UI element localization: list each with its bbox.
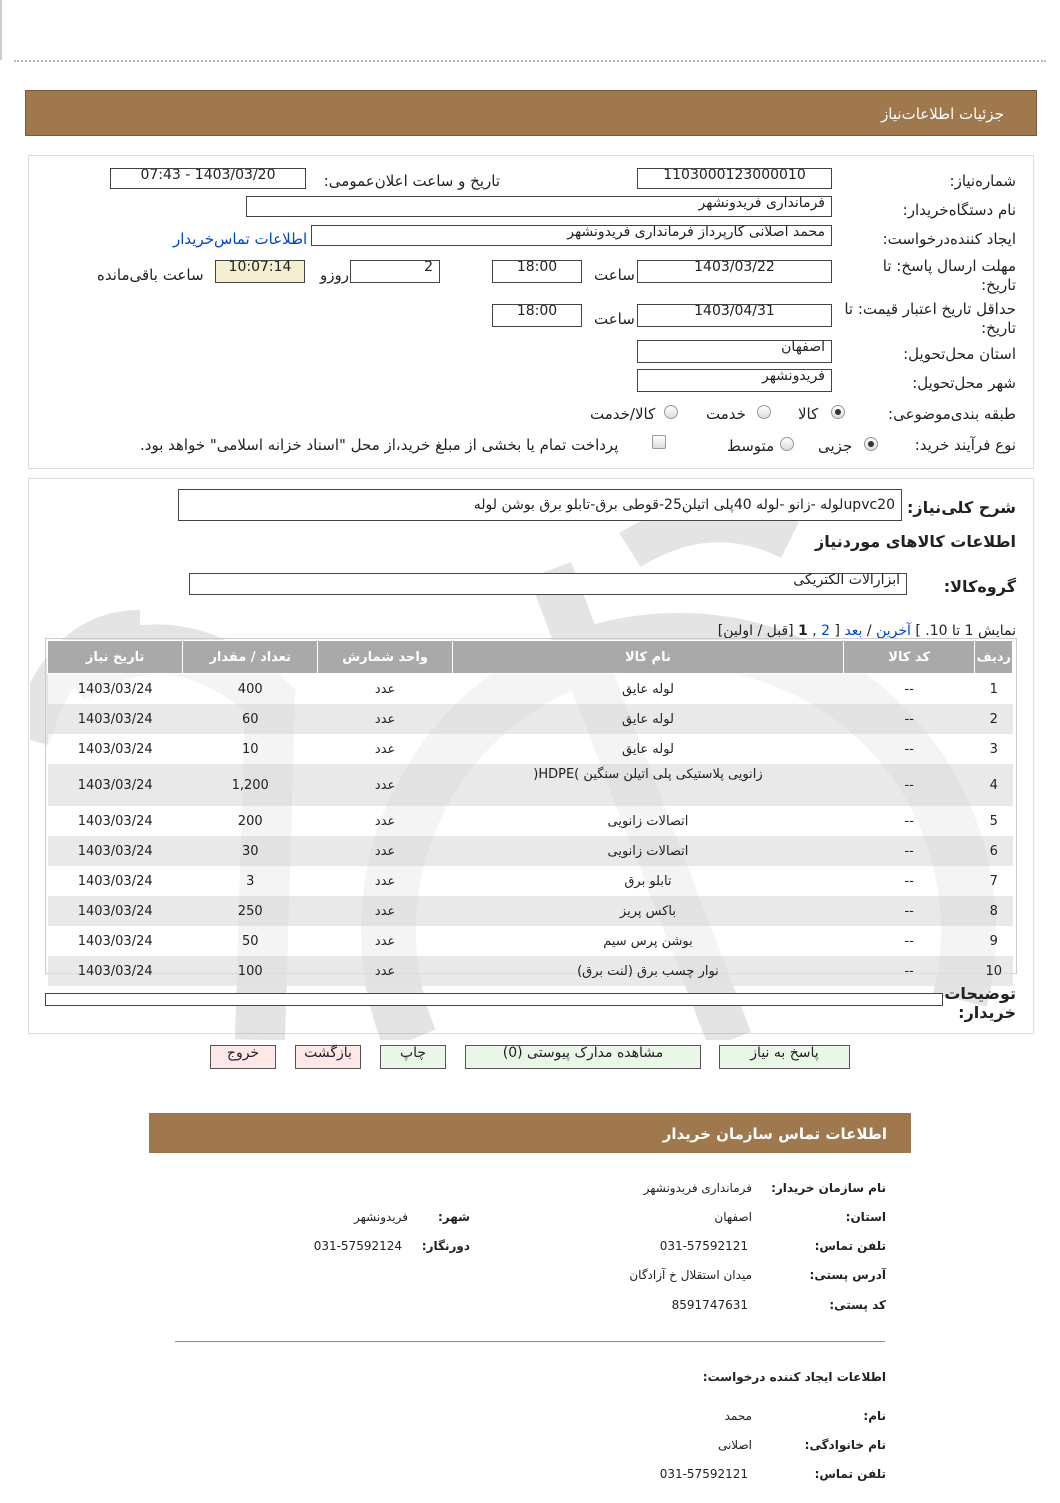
- days-field: 2: [350, 260, 440, 283]
- item-date: 1403/03/24: [48, 896, 183, 926]
- table-row: [48, 764, 1013, 806]
- treasury-payment-checkbox[interactable]: [652, 435, 666, 449]
- process-partial-radio[interactable]: [864, 437, 878, 451]
- item-name: تابلو برق: [453, 866, 844, 896]
- buyer-label: نام دستگاه‌خریدار:: [902, 201, 1016, 219]
- item-date: 1403/03/24: [48, 806, 183, 836]
- item-date: 1403/03/24: [48, 764, 183, 806]
- page-prev-first: [قبل / اولین]: [717, 623, 794, 639]
- announce-field: 1403/03/20 - 07:43: [110, 168, 306, 189]
- table-row: [48, 674, 1013, 705]
- col-unit: واحد شمارش: [318, 641, 453, 674]
- category-label: طبقه بندی‌موضوعی:: [888, 405, 1016, 423]
- table-row: [48, 956, 1013, 986]
- buyer-notes-field: [45, 993, 943, 1006]
- item-name: لوله عایق: [453, 674, 844, 705]
- row-number: 10: [975, 956, 1013, 986]
- contact-province-label: استان:: [845, 1210, 886, 1224]
- contact-city-value: فریدونشهر: [354, 1210, 408, 1224]
- col-qty: تعداد / مقدار: [183, 641, 318, 674]
- item-date: 1403/03/24: [48, 704, 183, 734]
- item-qty: 250: [183, 896, 318, 926]
- page-1-current: 1: [798, 623, 808, 639]
- item-name: باکس پریز: [453, 896, 844, 926]
- creator-name-label: نام:: [863, 1409, 886, 1423]
- col-code: کد کالا: [843, 641, 975, 674]
- creator-family-label: نام خانوادگی:: [804, 1438, 886, 1452]
- row-number: 1: [975, 674, 1013, 705]
- category-goods-radio[interactable]: [831, 405, 845, 419]
- contact-postal-label: کد پستی:: [829, 1298, 886, 1312]
- contact-address-value: میدان استقلال خ آزادگان: [629, 1268, 752, 1282]
- org-value: فرمانداری فریدونشهر: [643, 1181, 752, 1195]
- item-unit: عدد: [318, 926, 453, 956]
- table-row: [48, 734, 1013, 764]
- item-code: --: [843, 926, 975, 956]
- contact-fax-value: 031-57592124: [313, 1239, 402, 1253]
- contact-title: اطلاعات تماس سازمان خریدار: [662, 1125, 887, 1143]
- item-qty: 1,200: [183, 764, 318, 806]
- province-label: استان محل‌تحویل:: [903, 345, 1016, 363]
- item-code: --: [843, 674, 975, 705]
- goods-table-header: [48, 641, 1013, 674]
- row-number: 4: [975, 764, 1013, 806]
- col-name: نام کالا: [453, 641, 844, 674]
- contact-postal-value: 8591747631: [671, 1298, 748, 1312]
- item-date: 1403/03/24: [48, 836, 183, 866]
- item-qty: 50: [183, 926, 318, 956]
- item-qty: 3: [183, 866, 318, 896]
- row-number: 2: [975, 704, 1013, 734]
- contact-city-label: شهر:: [438, 1210, 470, 1224]
- item-code: --: [843, 806, 975, 836]
- process-partial-label: جزیی: [818, 437, 853, 455]
- goods-table: [47, 640, 1013, 986]
- row-number: 5: [975, 806, 1013, 836]
- item-name: لوله عایق: [453, 704, 844, 734]
- deadline-time-field: 18:00: [492, 260, 582, 283]
- item-name: لوله عایق: [453, 734, 844, 764]
- col-row: ردیف: [975, 641, 1013, 674]
- contact-fax-label: دورنگار:: [421, 1239, 470, 1253]
- contact-phone-label: تلفن تماس:: [814, 1239, 886, 1253]
- process-medium-radio[interactable]: [780, 437, 794, 451]
- buyer-contact-link[interactable]: اطلاعات تماس‌خریدار: [173, 230, 308, 248]
- category-both-radio[interactable]: [664, 405, 678, 419]
- creator-phone-label: تلفن تماس:: [814, 1467, 886, 1481]
- pagination-summary: نمایش 1 تا 10.: [925, 623, 1016, 639]
- remaining-time-field: 10:07:14: [215, 260, 305, 283]
- item-unit: عدد: [318, 806, 453, 836]
- item-name: بوشن پرس سیم: [453, 926, 844, 956]
- item-unit: عدد: [318, 734, 453, 764]
- need-number-label: شماره‌نیاز:: [949, 172, 1016, 190]
- item-name: اتصالات زانویی: [453, 836, 844, 866]
- item-code: --: [843, 896, 975, 926]
- validity-time-field: 18:00: [492, 304, 582, 327]
- row-number: 6: [975, 836, 1013, 866]
- item-unit: عدد: [318, 764, 453, 806]
- creator-family-value: اصلانی: [717, 1438, 752, 1452]
- contact-address-label: آدرس پستی:: [809, 1268, 886, 1282]
- section-title: جزئیات اطلاعات‌نیاز: [881, 105, 1004, 123]
- page-2-link[interactable]: 2: [821, 623, 831, 639]
- item-date: 1403/03/24: [48, 734, 183, 764]
- deadline-date-field: 1403/03/22: [637, 260, 832, 283]
- category-both-label: کالا/خدمت: [590, 405, 656, 423]
- item-code: --: [843, 704, 975, 734]
- deadline-time-label: ساعت: [594, 266, 635, 284]
- creator-phone-value: 031-57592121: [659, 1467, 748, 1481]
- item-name: اتصالات زانویی: [453, 806, 844, 836]
- item-date: 1403/03/24: [48, 926, 183, 956]
- summary-field: upvc20لوله -زانو -لوله 40پلی اتیلن25-قوطی برق-تابلو برق بوشن لوله: [178, 489, 902, 521]
- remaining-label: ساعت باقی‌مانده: [97, 266, 204, 284]
- goods-group-label: گروه‌کالا:: [943, 577, 1016, 596]
- announce-label: تاریخ و ساعت اعلان‌عمومی:: [323, 172, 500, 190]
- item-unit: عدد: [318, 866, 453, 896]
- exit-button[interactable]: خروج: [210, 1045, 276, 1069]
- city-label: شهر محل‌تحویل:: [912, 374, 1016, 392]
- item-qty: 30: [183, 836, 318, 866]
- page-edge-line: [0, 0, 2, 60]
- row-number: 3: [975, 734, 1013, 764]
- contact-phone-value: 031-57592121: [659, 1239, 748, 1253]
- item-qty: 400: [183, 674, 318, 705]
- goods-section-title: اطلاعات کالاهای موردنیاز: [815, 532, 1016, 551]
- deadline-label: مهلت ارسال پاسخ: تا تاریخ:: [882, 257, 1016, 294]
- attachments-button[interactable]: مشاهده مدارک پیوستی (0): [465, 1045, 701, 1069]
- section-header-bar: [25, 90, 1037, 136]
- days-label: روزو: [320, 266, 349, 284]
- pagination: نمایش 1 تا 10. ] آخرین / بعد [ 2 , 1 [قبل / اولین]: [717, 623, 1016, 639]
- table-row: [48, 926, 1013, 956]
- contact-header-bar: [149, 1113, 911, 1153]
- table-row: [48, 704, 1013, 734]
- col-date: تاریخ نیاز: [48, 641, 183, 674]
- category-service-label: خدمت: [706, 405, 746, 423]
- contact-divider: [175, 1341, 885, 1342]
- reply-button[interactable]: پاسخ به نیاز: [719, 1045, 850, 1069]
- item-unit: عدد: [318, 674, 453, 705]
- validity-label: حداقل تاریخ اعتبار قیمت: تا تاریخ:: [844, 300, 1016, 337]
- item-qty: 100: [183, 956, 318, 986]
- province-field: اصفهان: [637, 340, 832, 363]
- validity-date-field: 1403/04/31: [637, 304, 832, 327]
- item-code: --: [843, 764, 975, 806]
- creator-info-title: اطلاعات ایجاد کننده درخواست:: [702, 1370, 886, 1384]
- table-row: [48, 836, 1013, 866]
- process-label: نوع فرآیند خرید:: [914, 436, 1016, 454]
- table-row: [48, 806, 1013, 836]
- goods-table-body: [48, 674, 1013, 987]
- print-button[interactable]: چاپ: [380, 1045, 446, 1069]
- item-qty: 60: [183, 704, 318, 734]
- creator-field: محمد اصلانی کارپرداز فرمانداری فریدونشهر: [311, 225, 832, 246]
- item-name: زانویی پلاستیکی پلی اتیلن سنگین )HDPE(: [453, 764, 844, 806]
- item-code: --: [843, 866, 975, 896]
- contact-province-value: اصفهان: [714, 1210, 752, 1224]
- item-code: --: [843, 734, 975, 764]
- table-row: [48, 866, 1013, 896]
- validity-time-label: ساعت: [594, 310, 635, 328]
- dotted-divider: [14, 60, 1046, 62]
- item-unit: عدد: [318, 956, 453, 986]
- item-code: --: [843, 956, 975, 986]
- need-number-field: 1103000123000010: [637, 168, 832, 189]
- creator-name-value: محمد: [724, 1409, 752, 1423]
- buyer-field: فرمانداری فریدونشهر: [246, 196, 832, 217]
- item-date: 1403/03/24: [48, 956, 183, 986]
- item-name: نوار چسب برق (لنت برق): [453, 956, 844, 986]
- item-qty: 200: [183, 806, 318, 836]
- row-number: 8: [975, 896, 1013, 926]
- item-unit: عدد: [318, 896, 453, 926]
- page-next-link[interactable]: بعد: [844, 623, 863, 639]
- item-qty: 10: [183, 734, 318, 764]
- item-unit: عدد: [318, 836, 453, 866]
- category-service-radio[interactable]: [757, 405, 771, 419]
- page-last-link[interactable]: آخرین: [876, 623, 911, 639]
- creator-label: ایجاد کننده‌درخواست:: [882, 230, 1016, 248]
- summary-label: شرح کلی‌نیاز:: [907, 498, 1016, 517]
- item-code: --: [843, 836, 975, 866]
- category-goods-label: کالا: [798, 405, 819, 423]
- row-number: 9: [975, 926, 1013, 956]
- row-number: 7: [975, 866, 1013, 896]
- item-date: 1403/03/24: [48, 674, 183, 705]
- buyer-notes-label: توضیحات خریدار:: [944, 984, 1016, 1022]
- item-unit: عدد: [318, 704, 453, 734]
- goods-group-field: ابزارالات الکتریکی: [189, 573, 907, 595]
- city-field: فریدونشهر: [637, 369, 832, 392]
- org-label: نام سازمان خریدار:: [771, 1181, 886, 1195]
- table-row: [48, 896, 1013, 926]
- payment-note: پرداخت تمام یا بخشی از مبلغ خرید،از محل "اسناد خزانه اسلامی" خواهد بود.: [140, 436, 619, 454]
- back-button[interactable]: بازگشت: [295, 1045, 361, 1069]
- process-medium-label: متوسط: [727, 437, 775, 455]
- item-date: 1403/03/24: [48, 866, 183, 896]
